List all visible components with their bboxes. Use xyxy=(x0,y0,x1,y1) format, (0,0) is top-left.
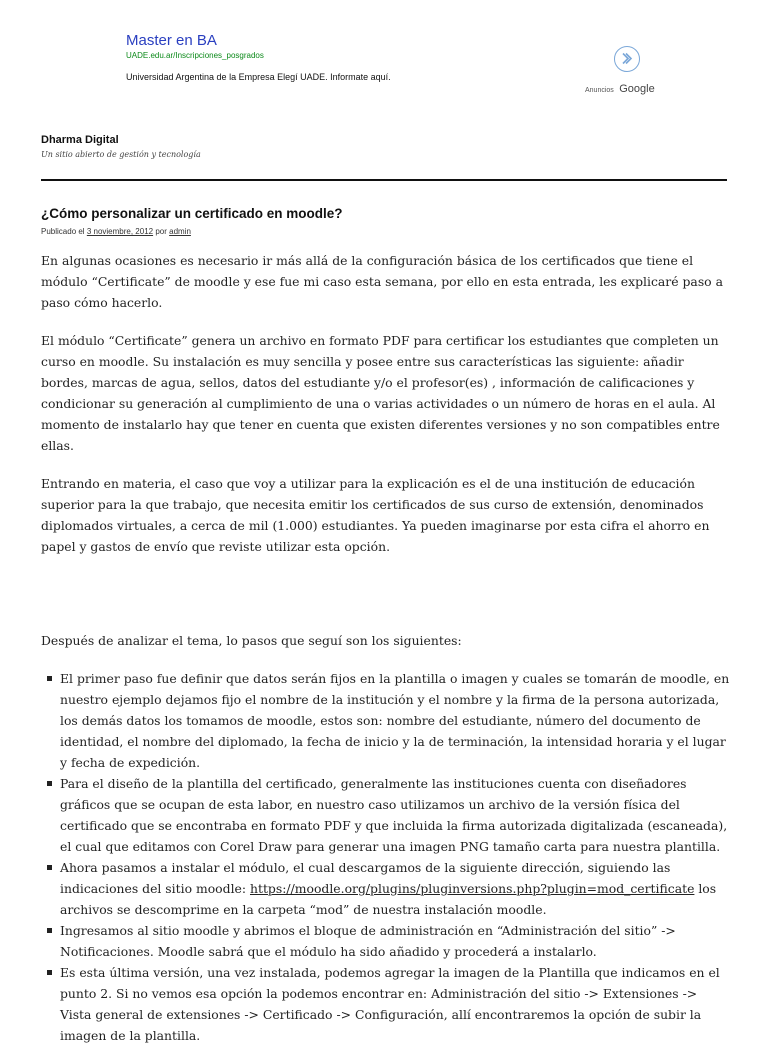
paragraph-module: El módulo “Certificate” genera un archivo en formato PDF para certificar los estudiantes que completen un curso en moodle. Su instalación es muy sencilla y posee entre sus características las siguiente: añadir bordes, marcas de agua, sellos, datos del estudiante y/o el profesor(es) , información de calificaciones y condicionar su generación al cumplimiento de una o varias actividades o un número de horas en el aula. Al momento de instalarlo hay que tener en cuenta que existen diferentes versiones y no son compatibles entre ellas. xyxy=(41,333,720,453)
google-logo: Google xyxy=(619,83,655,95)
site-title[interactable]: Dharma Digital xyxy=(41,134,119,146)
step-item: Es esta última versión, una vez instalada, podemos agregar la imagen de la Plantilla que indicamos en el punto 2. Si no vemos esa opción la podemos encontrar en: Administración del sitio -> Extensiones -> Vista general de extensiones -> Certificado -> Configuración, allí encontraremos la opción de subir la imagen de la plantilla. xyxy=(41,962,731,1046)
step-item: Ingresamos al sitio moodle y abrimos el bloque de administración en “Administración del sitio” -> Notificaciones. Moodle sabrá que el módulo ha sido añadido y procederá a instalarlo. xyxy=(41,920,731,962)
ad-title-link[interactable]: Master en BA xyxy=(126,32,217,49)
ad-choices-label[interactable] xyxy=(585,79,655,97)
header-divider xyxy=(41,179,727,181)
plugin-download-link[interactable]: https://moodle.org/plugins/pluginversions.php?plugin=mod_certificate xyxy=(249,881,695,896)
meta-date-link[interactable]: 3 noviembre, 2012 xyxy=(86,227,154,236)
site-header xyxy=(41,134,201,159)
steps-list xyxy=(41,668,731,1046)
step-item xyxy=(41,857,731,920)
post-meta xyxy=(41,227,191,236)
step-text: los archivos se descomprime en la carpeta “mod” de nuestra instalación moodle. xyxy=(60,881,717,917)
meta-by: por xyxy=(155,227,167,236)
post-title: ¿Cómo personalizar un certificado en moodle? xyxy=(41,206,343,221)
step-item: Para el diseño de la plantilla del certificado, generalmente las instituciones cuenta con diseñadores gráficos que se ocupan de esta labor, en nuestro caso utilizamos un archivo de la versión física del certificado que se encontraba en formato PDF y que incluida la firma autorizada digitalizada (escaneada), el cual que editamos con Corel Draw para generar una imagen PNG tamaño carta para nuestra plantilla. xyxy=(41,773,731,857)
meta-author-link[interactable]: admin xyxy=(169,227,191,236)
step-text: Ahora pasamos a instalar el módulo, el cual descargamos de la siguiente dirección, siguiendo las indicaciones del sitio moodle: xyxy=(60,860,671,896)
site-description: Un sitio abierto de gestión y tecnología xyxy=(41,150,201,159)
paragraph-case: Entrando en materia, el caso que voy a utilizar para la explicación es el de una institución de educación superior para la que trabajo, que necesita emitir los certificados de sus curso de extensión, denominados diplomados virtuales, a cerca de mil (1.000) estudiantes. Ya pueden imaginarse por esta cifra el ahorro en papel y gastos de envío que reviste utilizar esta opción. xyxy=(41,476,710,554)
ad-choices-text: Anuncios xyxy=(585,87,614,94)
paragraph-steps-intro: Después de analizar el tema, lo pasos que seguí son los siguientes: xyxy=(41,633,462,648)
ad-description: Universidad Argentina de la Empresa Elegí UADE. Informate aquí. xyxy=(126,72,391,82)
step-item: El primer paso fue definir que datos serán fijos en la plantilla o imagen y cuales se tomarán de moodle, en nuestro ejemplo dejamos fijo el nombre de la institución y el nombre y la firma de la persona autorizada, los demás datos los tomamos de moodle, estos son: nombre del estudiante, número del documento de identidad, el nombre del diplomado, la fecha de inicio y la de terminación, la intensidad horaria y el lugar y fecha de expedición. xyxy=(41,668,731,773)
ad-arrow-icon[interactable] xyxy=(614,46,640,72)
meta-published-prefix: Publicado el xyxy=(41,227,85,236)
ad-url[interactable]: UADE.edu.ar/Inscripciones_posgrados xyxy=(126,51,264,60)
post-content xyxy=(41,250,731,1046)
paragraph-intro: En algunas ocasiones es necesario ir más allá de la configuración básica de los certificados que tiene el módulo “Certificate” de moodle y ese fue mi caso esta semana, por ello en esta entrada, les explicaré paso a paso cómo hacerlo. xyxy=(41,253,723,310)
